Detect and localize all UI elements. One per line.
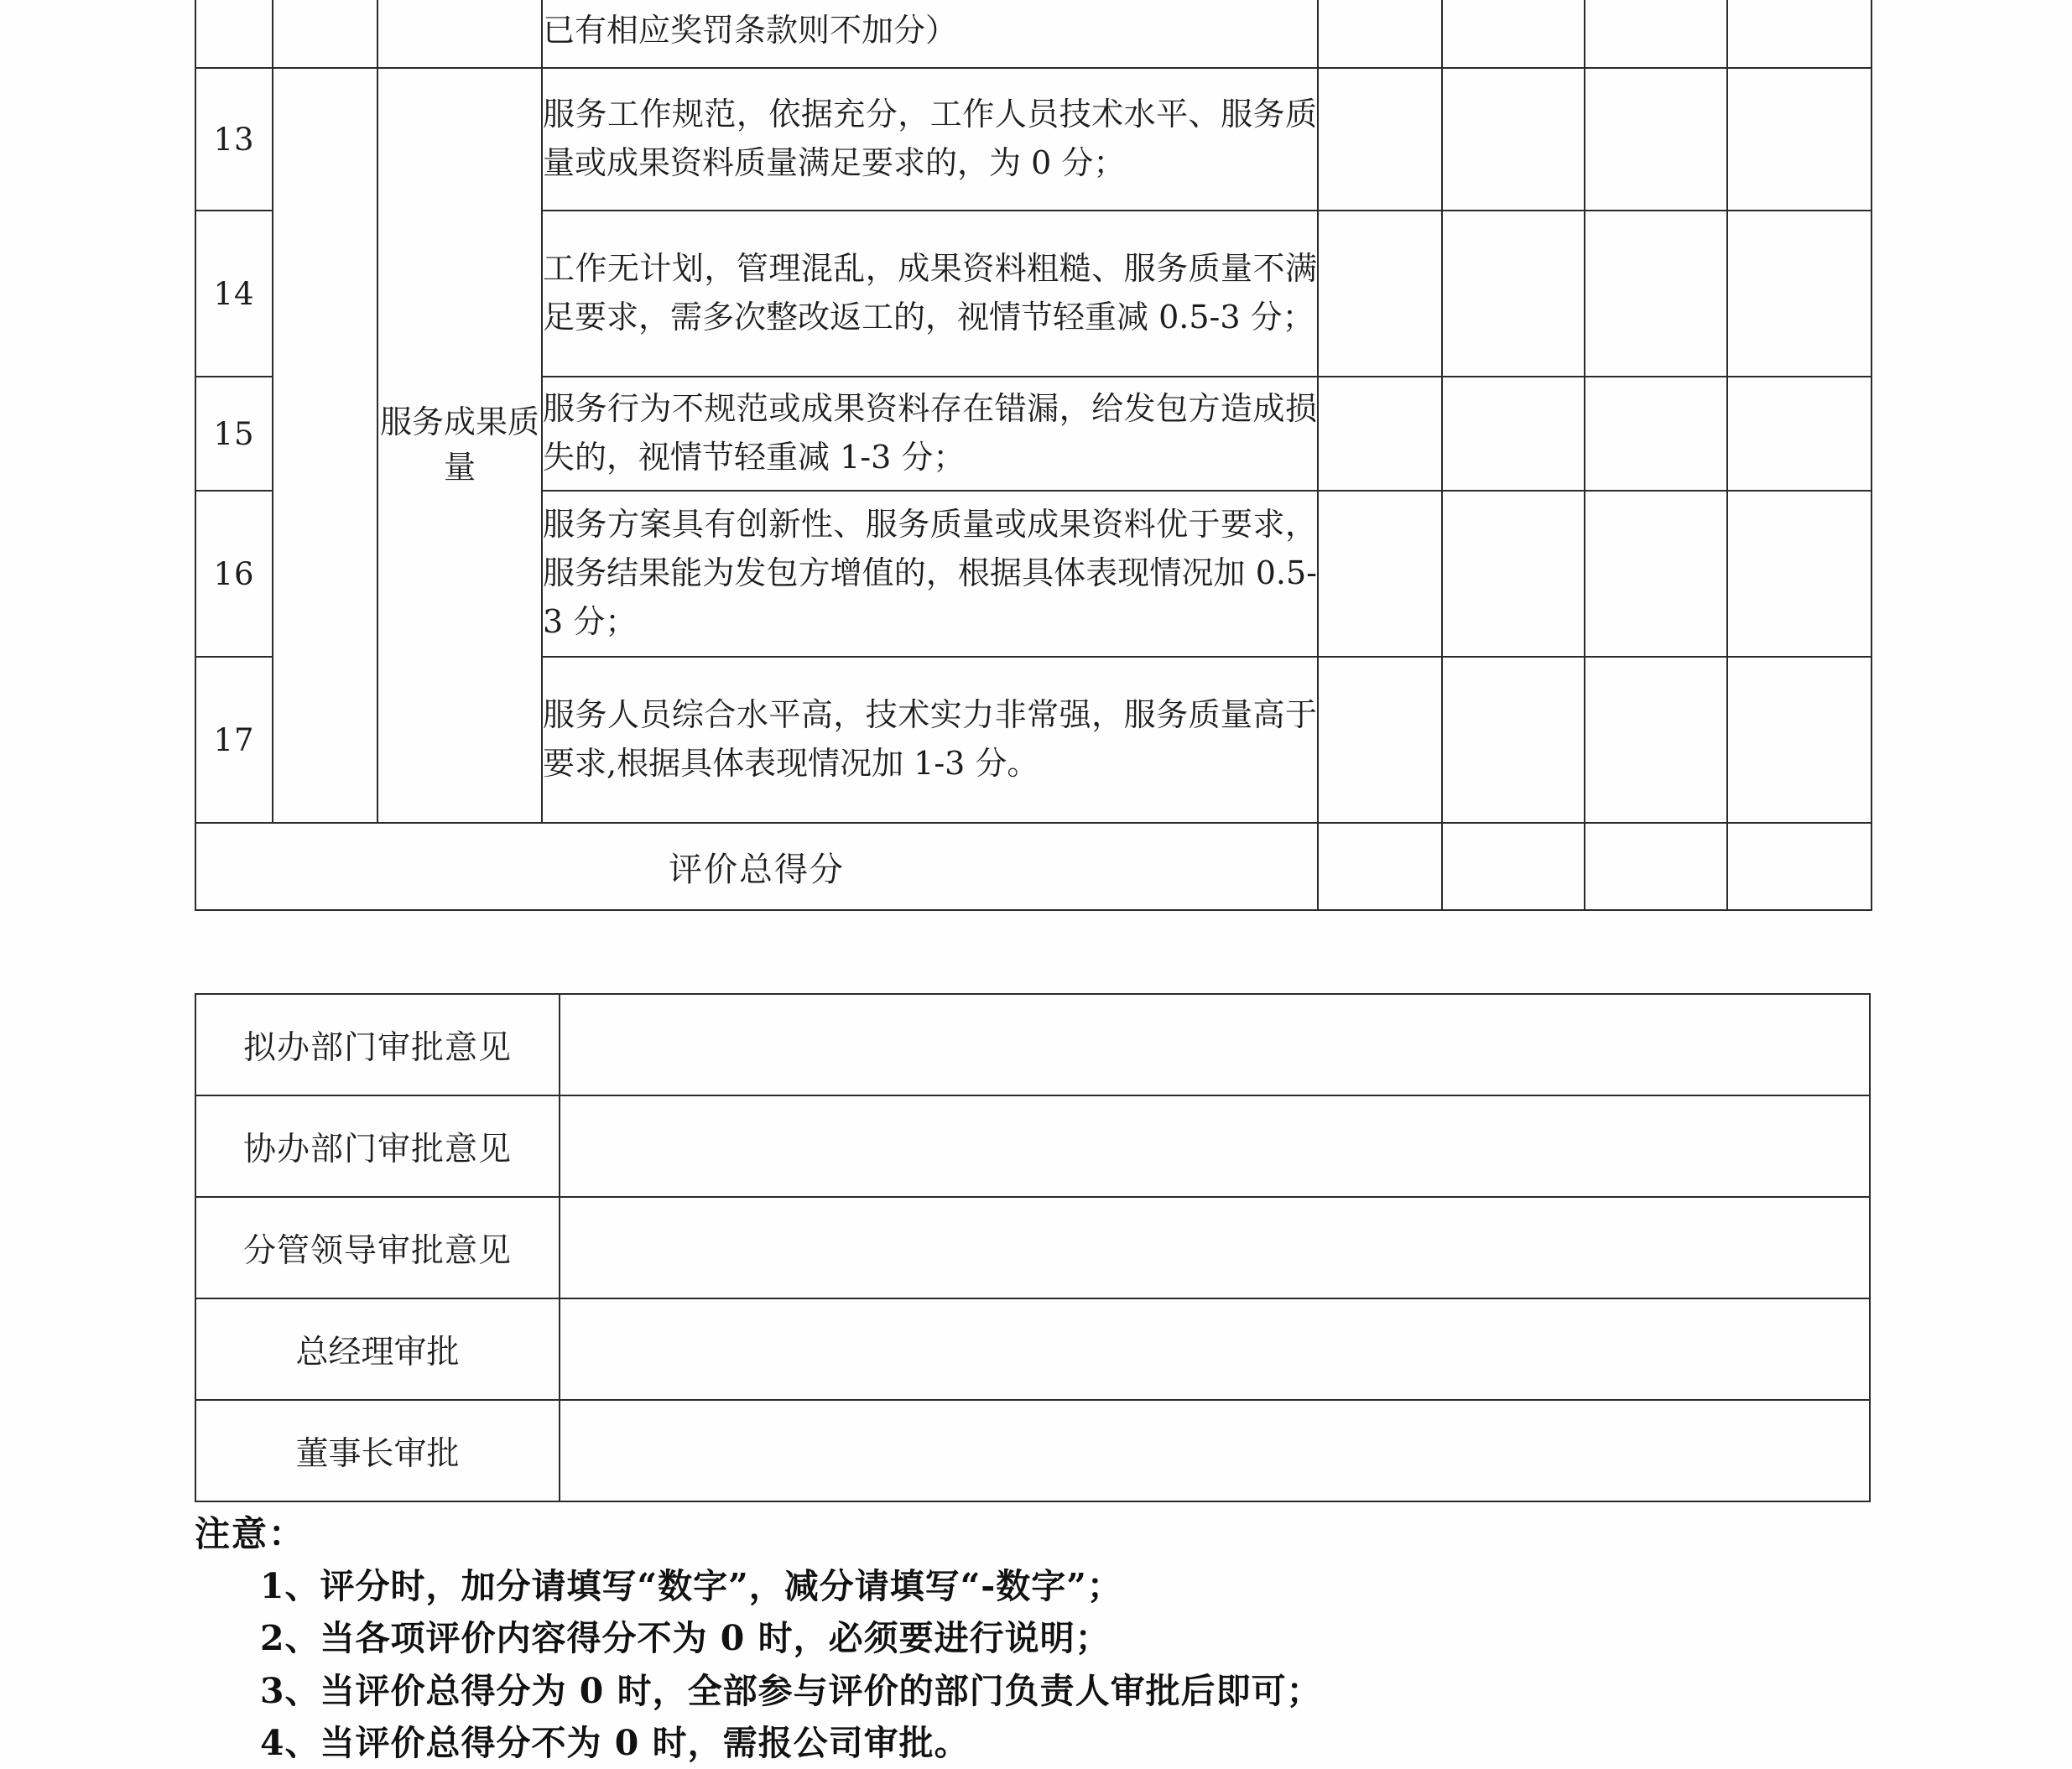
approvals-table [195, 993, 1871, 1502]
notes-section [195, 1506, 1956, 1769]
approval-row-general-manager [195, 1298, 1870, 1400]
total-score-cell-1[interactable] [1318, 823, 1442, 910]
description-cell: 工作无计划，管理混乱，成果资料粗糙、服务质量不满足要求，需多次整改返工的，视情节轻重减 0.5-3 分； [542, 211, 1318, 377]
score-cell-2[interactable] [1442, 68, 1585, 211]
score-cell-2[interactable] [1442, 491, 1585, 657]
row-number: 14 [195, 211, 273, 377]
approval-value[interactable] [560, 994, 1870, 1095]
score-cell-1[interactable] [1318, 377, 1442, 491]
score-cell-4[interactable] [1727, 491, 1872, 657]
note-item: 3、当评价总得分为 0 时，全部参与评价的部门负责人审批后即可； [260, 1670, 1322, 1711]
approval-value[interactable] [560, 1400, 1870, 1501]
table-row [195, 0, 1872, 68]
approval-label: 拟办部门审批意见 [195, 994, 560, 1095]
note-item: 4、当评价总得分不为 0 时，需报公司审批。 [260, 1722, 970, 1763]
note-item: 1、评分时，加分请填写“数字”，减分请填写“-数字”； [260, 1566, 1122, 1606]
approval-label: 董事长审批 [195, 1400, 560, 1501]
description-cell: 服务方案具有创新性、服务质量或成果资料优于要求，服务结果能为发包方增值的，根据具体表现情况加 0.5-3 分； [542, 491, 1318, 657]
row-number: 16 [195, 491, 273, 657]
table-row [195, 68, 1872, 211]
approval-row-proposing-department [195, 994, 1870, 1095]
score-cell-4[interactable] [1727, 68, 1872, 211]
row-number: 17 [195, 657, 273, 823]
category-cell [273, 0, 377, 68]
note-item: 2、当各项评价内容得分不为 0 时，必须要进行说明； [260, 1618, 1111, 1659]
score-cell-1[interactable] [1318, 0, 1442, 68]
description-cell: 服务工作规范，依据充分，工作人员技术水平、服务质量或成果资料质量满足要求的，为 0 分； [542, 68, 1318, 211]
total-score-label: 评价总得分 [195, 823, 1318, 910]
row-number: 15 [195, 377, 273, 491]
row-number [195, 0, 273, 68]
approval-label: 分管领导审批意见 [195, 1197, 560, 1298]
score-cell-3[interactable] [1585, 0, 1727, 68]
category-cell [273, 68, 377, 823]
score-cell-3[interactable] [1585, 491, 1727, 657]
approval-label: 协办部门审批意见 [195, 1095, 560, 1197]
score-cell-1[interactable] [1318, 68, 1442, 211]
score-cell-2[interactable] [1442, 657, 1585, 823]
description-cell: 服务人员综合水平高，技术实力非常强，服务质量高于要求,根据具体表现情况加 1-3 分。 [542, 657, 1318, 823]
total-score-cell-4[interactable] [1727, 823, 1872, 910]
score-cell-3[interactable] [1585, 211, 1727, 377]
score-cell-1[interactable] [1318, 211, 1442, 377]
approval-row-supervising-leader [195, 1197, 1870, 1298]
score-cell-4[interactable] [1727, 657, 1872, 823]
score-cell-3[interactable] [1585, 68, 1727, 211]
score-cell-3[interactable] [1585, 377, 1727, 491]
subcategory-cell: 服务成果质量 [377, 68, 542, 823]
score-cell-4[interactable] [1727, 0, 1872, 68]
description-cell: 已有相应奖罚条款则不加分） [542, 0, 1318, 68]
subcategory-cell [377, 0, 542, 68]
score-cell-4[interactable] [1727, 211, 1872, 377]
approval-value[interactable] [560, 1298, 1870, 1400]
approval-row-assisting-department [195, 1095, 1870, 1197]
notes-list [195, 1560, 1956, 1769]
score-cell-2[interactable] [1442, 377, 1585, 491]
score-cell-1[interactable] [1318, 657, 1442, 823]
description-cell: 服务行为不规范或成果资料存在错漏，给发包方造成损失的，视情节轻重减 1-3 分； [542, 377, 1318, 491]
score-cell-2[interactable] [1442, 211, 1585, 377]
approval-value[interactable] [560, 1095, 1870, 1197]
row-number: 13 [195, 68, 273, 211]
notes-title: 注意： [195, 1513, 306, 1554]
approval-row-chairman [195, 1400, 1870, 1501]
score-cell-2[interactable] [1442, 0, 1585, 68]
approval-label: 总经理审批 [195, 1298, 560, 1400]
total-score-row [195, 823, 1872, 910]
approval-value[interactable] [560, 1197, 1870, 1298]
total-score-cell-3[interactable] [1585, 823, 1727, 910]
evaluation-table [195, 0, 1872, 911]
score-cell-1[interactable] [1318, 491, 1442, 657]
total-score-cell-2[interactable] [1442, 823, 1585, 910]
score-cell-4[interactable] [1727, 377, 1872, 491]
score-cell-3[interactable] [1585, 657, 1727, 823]
